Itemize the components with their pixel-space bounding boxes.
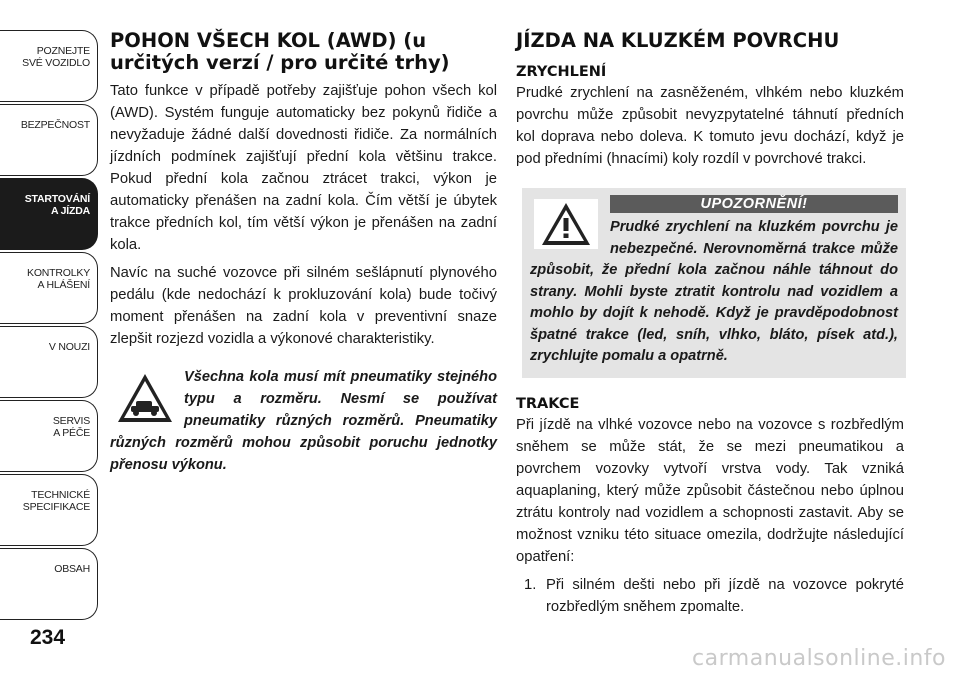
awd-paragraph-1: Tato funkce v případě potřeby zajišťuje pohon všech kol (AWD). Systém funguje automaticky bez pokynů řidiče a nevyžaduje žádné další dovednosti řidiče. Za normálních jízdních podmínek zajišťují přední kola většinu trakce. Pokud přední kola začnou ztrácet trakci, výkon je automaticky přenášen na zadní kola. Čím větší je úbytek trakce předních kol, tím větší výkon je přenášen na zadní kola. [110,83,497,253]
tab-servis-a-pece[interactable]: SERVIS A PÉČE [0,400,98,472]
tab-kontrolky-a-hlaseni[interactable]: KONTROLKY A HLÁŠENÍ [0,252,98,324]
watermark: carmanualsonline.info [692,646,946,671]
list-item-text: Při silném dešti nebo při jízdě na vozovce pokryté rozbředlým sněhem zpomalte. [546,576,904,615]
page-number: 234 [30,626,66,649]
list-item [524,574,904,618]
awd-paragraph-2: Navíc na suché vozovce při silném sešlápnutí plynového pedálu (kde nedochází k prokluzování kola) bude točivý moment přenášen na zadní kola v preventivní snaze zlepšit rozjezd vozidla a výkonové charakteristiky. [110,265,497,347]
acceleration-paragraph: Prudké zrychlení na zasněženém, vlhkém nebo kluzkém povrchu může způsobit nevyzpytatelné táhnutí předních kol doprava nebo doleva. K tomuto jevu dochází, když je pod předními (hnacími) koly rozdíl v povrchové trakci. [516,85,904,167]
traction-subheading: TRAKCE [516,395,580,412]
tab-poznejte-sve-vozidlo[interactable]: POZNEJTE SVÉ VOZIDLO [0,30,98,102]
right-column [516,30,904,618]
tab-startovani-a-jizda[interactable]: STARTOVÁNÍ A JÍZDA [0,178,98,250]
vehicle-warning-icon [116,372,174,424]
warning-text: Prudké zrychlení na kluzkém povrchu je nebezpečné. Nerovnoměrná trakce může způsobit, že přední kola začnou náhle táhnout do strany. Mohli byste ztratit kontrolu nad vozidlem a mohlo by dojít k nehodě. Když je pravděpodobnost špatné trakce (led, sníh, vlhko, bláto, písek atd.), zrychlujte pomalu a opatrně. [530,219,898,364]
left-column [110,30,497,476]
slippery-heading: JÍZDA NA KLUZKÉM POVRCHU [516,29,840,52]
warning-box [522,188,906,378]
tab-obsah[interactable]: OBSAH [0,548,98,620]
tab-technicke-specifikace[interactable]: TECHNICKÉ SPECIFIKACE [0,474,98,546]
acceleration-subheading: ZRYCHLENÍ [516,64,607,80]
warning-icon-container [534,199,598,249]
tire-note-text: Všechna kola musí mít pneumatiky stejného typu a rozměru. Nesmí se používat pneumatiky různých rozměrů. Pneumatiky různých rozměrů mohou způsobit poruchu jednotky přenosu výkonu. [110,369,497,473]
awd-heading: POHON VŠECH KOL (AWD) (u určitých verzí / pro určité trhy) [110,29,450,74]
tire-note [110,366,497,476]
tab-v-nouzi[interactable]: V NOUZI [0,326,98,398]
traction-paragraph: Při jízdě na vlhké vozovce nebo na vozovce s rozbředlým sněhem se může stát, že se mezi pneumatikou a povrchem vozovky vytvoří vrstva vody. Tak vzniká aquaplaning, který může způsobit částečnou nebo úplnou ztrátu kontroly nad vozidlem a schopnosti zastavit. Aby se možnost vzniku této situace omezila, dodržujte následující opatření: [516,416,904,565]
list-item-number: 1. [524,576,537,593]
exclamation-triangle-icon [541,202,591,246]
tab-bezpecnost[interactable]: BEZPEČNOST [0,104,98,176]
warning-title: UPOZORNĚNÍ! [610,195,898,213]
